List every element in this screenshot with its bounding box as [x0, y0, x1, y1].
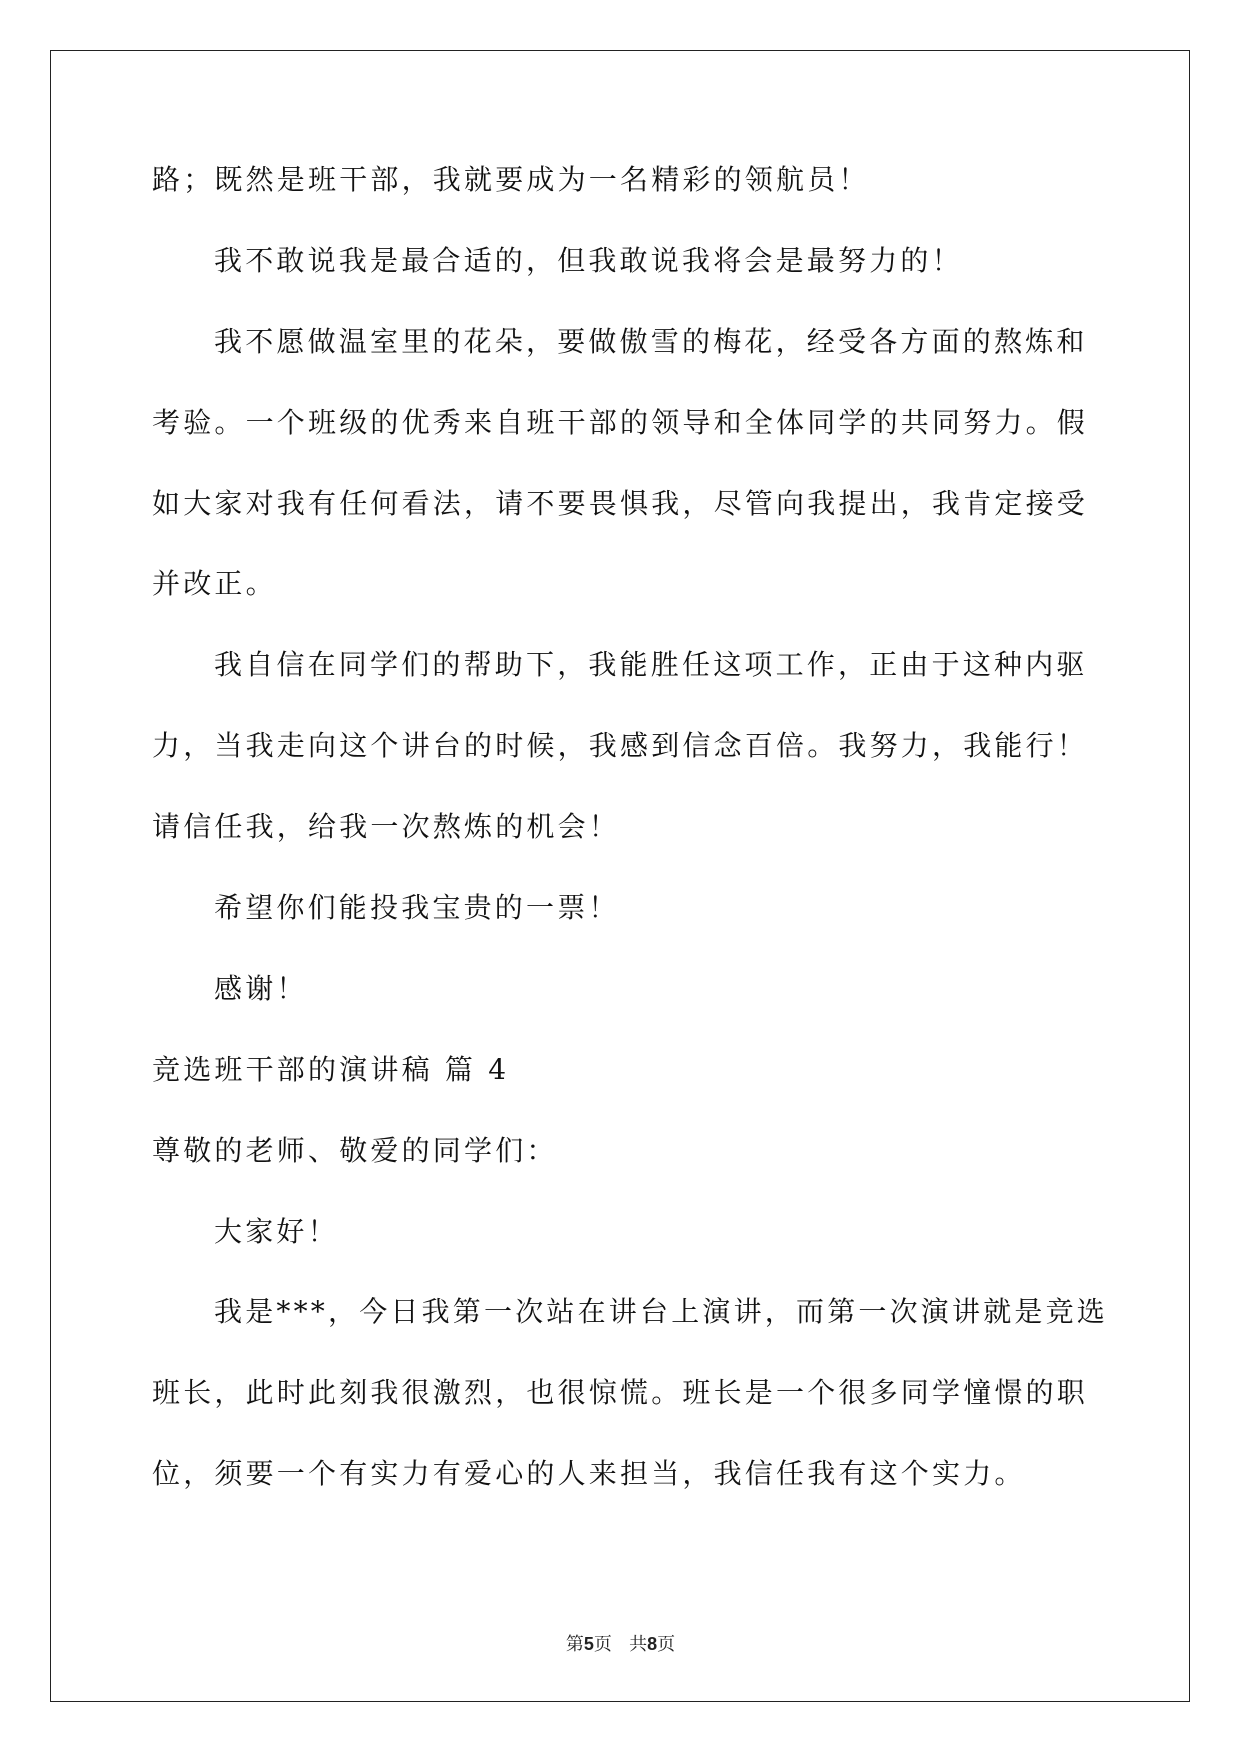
footer-page-suffix: 页 — [593, 1634, 612, 1655]
text-line: 我不敢说我是最合适的，但我敢说我将会是最努力的！ — [214, 243, 963, 277]
text-line: 并改正。 — [152, 567, 277, 601]
text-line: 我不愿做温室里的花朵，要做傲雪的梅花，经受各方面的熬炼和 — [214, 324, 1088, 358]
text-line: 如大家对我有任何看法，请不要畏惧我，尽管向我提出，我肯定接受 — [152, 486, 1089, 520]
section-heading: 竞选班干部的演讲稿 篇 4 — [152, 1052, 510, 1086]
text-line: 位，须要一个有实力有爱心的人来担当，我信任我有这个实力。 — [152, 1457, 1026, 1491]
footer-total-prefix: 共 — [629, 1634, 648, 1655]
text-line: 路；既然是班干部，我就要成为一名精彩的领航员！ — [152, 163, 870, 196]
document-body — [152, 160, 1109, 1535]
footer-total-pages: 8 — [647, 1634, 658, 1654]
text-line: 力，当我走向这个讲台的时候，我感到信念百倍。我努力，我能行！ — [152, 729, 1089, 763]
text-line: 希望你们能投我宝贵的一票！ — [214, 891, 620, 925]
footer-prefix: 第 — [565, 1634, 584, 1655]
text-line: 考验。一个班级的优秀来自班干部的领导和全体同学的共同努力。假 — [152, 405, 1089, 439]
text-line: 请信任我，给我一次熬炼的机会！ — [152, 810, 621, 844]
salutation: 尊敬的老师、敬爱的同学们： — [152, 1133, 558, 1167]
text-line: 感谢！ — [214, 971, 308, 1005]
text-line: 我是***，今日我第一次站在讲台上演讲，而第一次演讲就是竞选 — [214, 1295, 1109, 1329]
footer-page-number: 5 — [583, 1634, 594, 1654]
footer-total-suffix: 页 — [657, 1634, 676, 1655]
text-line: 班长，此时此刻我很激烈，也很惊慌。班长是一个很多同学憧憬的职 — [152, 1376, 1089, 1410]
page-footer — [0, 1630, 1241, 1656]
text-line: 我自信在同学们的帮助下，我能胜任这项工作，正由于这种内驱 — [214, 648, 1088, 682]
greeting: 大家好！ — [214, 1214, 339, 1248]
